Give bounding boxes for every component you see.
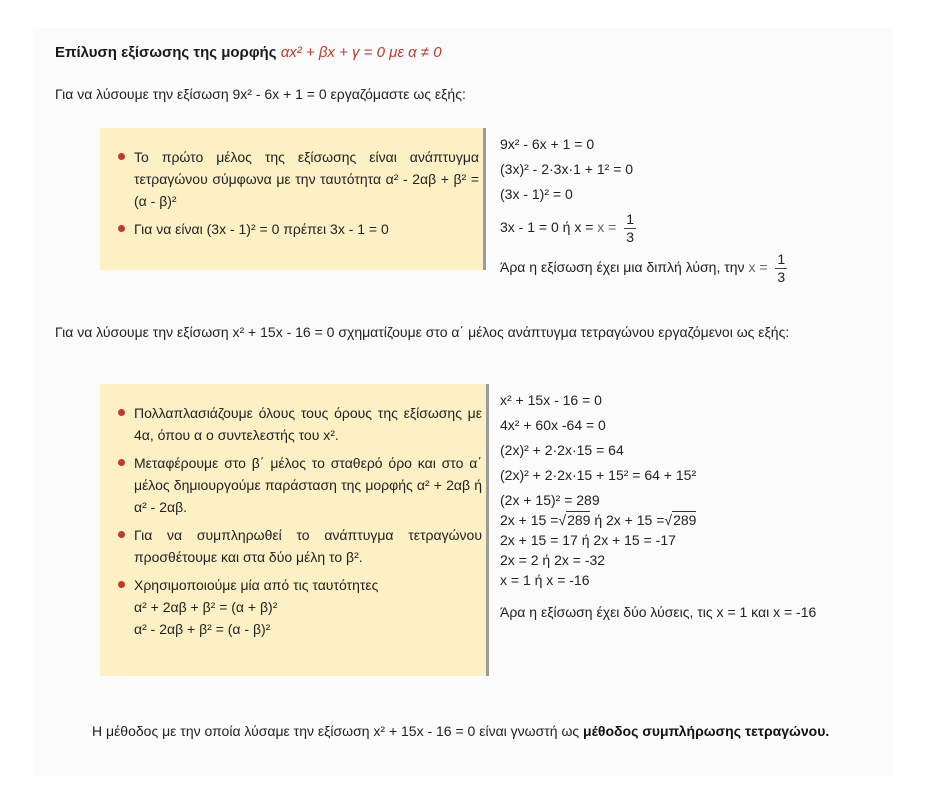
bullet-icon — [118, 225, 125, 232]
fraction: $\frac{1}{3}$ — [626, 211, 635, 245]
bullet-item: Για να είναι (3x - 1)² = 0 πρέπει 3x - 1 = 0 — [114, 218, 479, 240]
example2-intro: Για να λύσουμε την εξίσωση x² + 15x - 16 = 0 σχηματίζουμε στο α΄ μέλος ανάπτυγμα τετραγώνου εργαζόμενοι ως εξής: — [55, 324, 790, 340]
heading-formula: αx² + βx + γ = 0 με α ≠ 0 — [280, 44, 442, 61]
bullet-icon — [118, 409, 125, 416]
bullet-item: Πολλαπλασιάζουμε όλους τους όρους της εξίσωσης με 4α, όπου α ο συντελεστής του x². — [114, 402, 482, 446]
step-line: 3x - 1 = 0 ή x = x = $\frac{1}{3}$ — [500, 211, 635, 245]
page-heading — [55, 44, 442, 61]
method-name: μέθοδος συμπλήρωσης τετραγώνου. — [583, 723, 830, 739]
step-line: (3x - 1)² = 0 — [500, 186, 573, 202]
step-line: (2x)² + 2·2x·15 = 64 — [500, 442, 624, 458]
step-line: 2x = 2 ή 2x = -32 — [500, 552, 606, 568]
example2-tip-box — [100, 384, 486, 676]
example2-divider — [486, 384, 489, 676]
bullet-item: Μεταφέρουμε στο β΄ μέλος το σταθερό όρο και στο α΄ μέλος δημιουργούμε παράσταση της μορφής α² + 2αβ ή α² - 2αβ. — [114, 452, 482, 518]
step-line: 2x + 15 = 17 ή 2x + 15 = -17 — [500, 532, 676, 548]
bullet-item: Για να συμπληρωθεί το ανάπτυγμα τετραγώνου προσθέτουμε και στα δύο μέλη το β². — [114, 524, 482, 568]
step-line: x² + 15x - 16 = 0 — [500, 392, 602, 408]
bullet-icon — [118, 531, 125, 538]
step-line: (2x)² + 2·2x·15 + 15² = 64 + 15² — [500, 467, 697, 483]
step-line: x = 1 ή x = -16 — [500, 572, 590, 588]
example2-steps — [500, 392, 816, 620]
bullet-icon — [118, 459, 125, 466]
example1-tip-box — [100, 128, 486, 270]
step-line: (2x + 15)² = 289 — [500, 492, 600, 508]
bullet-item: Χρησιμοποιούμε μία από τις ταυτότητες α² + 2αβ + β² = (α + β)² α² - 2αβ + β² = (α - β)² — [114, 574, 482, 640]
step-line: (3x)² - 2·3x·1 + 1² = 0 — [500, 161, 634, 177]
heading-title: Επίλυση εξίσωσης της μορφής — [55, 44, 277, 61]
step-line: 2x + 15 =√289 ή 2x + 15 =√289 — [500, 512, 697, 528]
example1-steps — [500, 136, 787, 286]
bullet-icon — [118, 153, 125, 160]
bullet-item: Το πρώτο μέλος της εξίσωσης είναι ανάπτυγμα τετραγώνου σύμφωνα με την ταυτότητα α² - 2αβ + β² = (α - β)² — [114, 146, 479, 212]
example1-intro: Για να λύσουμε την εξίσωση 9x² - 6x + 1 = 0 εργαζόμαστε ως εξής: — [55, 86, 466, 102]
example2-conclusion: Άρα η εξίσωση έχει δύο λύσεις, τις x = 1 και x = -16 — [500, 604, 817, 620]
bullet-icon — [118, 581, 125, 588]
example1-conclusion: Άρα η εξίσωση έχει μια διπλή λύση, την x = $\frac{1}{3}$ — [500, 251, 786, 285]
fraction: $\frac{1}{3}$ — [777, 251, 786, 285]
step-line: 9x² - 6x + 1 = 0 — [500, 136, 595, 152]
step-line: 4x² + 60x -64 = 0 — [500, 417, 606, 433]
closing-paragraph: Η μέθοδος με την οποία λύσαμε την εξίσωση x² + 15x - 16 = 0 είναι γνωστή ως μέθοδος συμπλήρωσης τετραγώνου. — [92, 723, 830, 739]
